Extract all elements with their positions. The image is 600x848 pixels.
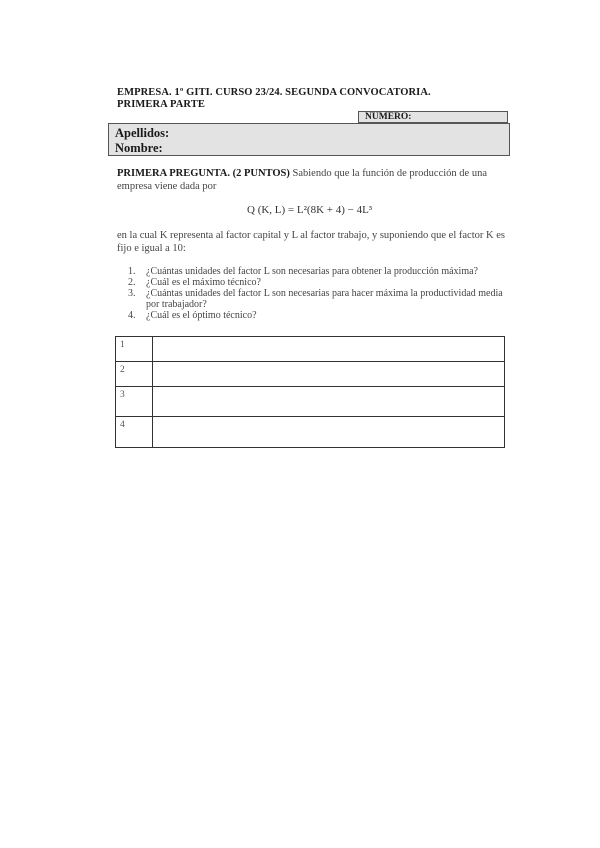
- answers-table: [115, 336, 505, 448]
- numero-field[interactable]: [358, 111, 508, 123]
- answer-cell[interactable]: [153, 337, 505, 362]
- answer-row: [116, 362, 505, 387]
- nombre-label: Nombre:: [115, 141, 163, 155]
- answer-row: [116, 387, 505, 417]
- question-intro: [117, 167, 507, 193]
- answer-row: [116, 337, 505, 362]
- question-intro-text: Sabiendo que la función de producción de una empresa viene dada por: [117, 168, 487, 192]
- question-context: en la cual K representa al factor capital y L al factor trabajo, y suponiendo que el factor K es fijo e igual a 10:: [117, 230, 505, 254]
- exam-header-part: PRIMERA PARTE: [117, 99, 205, 110]
- exam-header-title: EMPRESA. 1º GITI. CURSO 23/24. SEGUNDA CONVOCATORIA.: [117, 87, 431, 98]
- answer-number: 4: [116, 417, 153, 448]
- question-item: 2. ¿Cuál es el máximo técnico?: [128, 277, 261, 288]
- answer-cell[interactable]: [153, 387, 505, 417]
- answer-number: 1: [116, 337, 153, 362]
- student-name-box[interactable]: [108, 123, 510, 156]
- question-title: PRIMERA PREGUNTA. (2 PUNTOS): [117, 168, 290, 179]
- answer-cell[interactable]: [153, 362, 505, 387]
- question-item: 4. ¿Cuál es el óptimo técnico?: [128, 310, 257, 321]
- production-function-formula: Q (K, L) = L²(8K + 4) − 4L³: [247, 204, 373, 216]
- question-item: 3. ¿Cuántas unidades del factor L son necesarias para hacer máxima la productividad media por trabajador?: [128, 288, 503, 310]
- question-items-list: [128, 266, 508, 321]
- numero-label: NUMERO:: [365, 112, 412, 122]
- answer-number: 3: [116, 387, 153, 417]
- answer-cell[interactable]: [153, 417, 505, 448]
- answer-row: [116, 417, 505, 448]
- answer-number: 2: [116, 362, 153, 387]
- apellidos-label: Apellidos:: [115, 126, 170, 140]
- question-item: 1. ¿Cuántas unidades del factor L son necesarias para obtener la producción máxima?: [128, 266, 478, 277]
